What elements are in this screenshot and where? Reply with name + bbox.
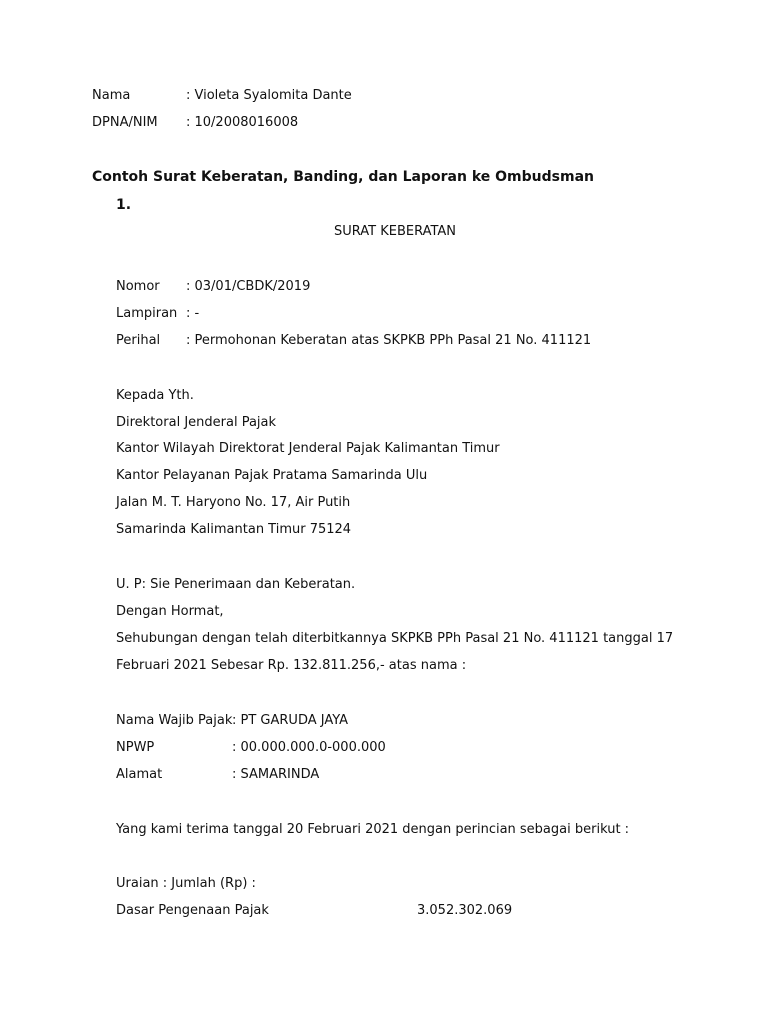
- greeting: Dengan Hormat,: [116, 604, 224, 619]
- attention-line: U. P: Sie Penerimaan dan Keberatan.: [116, 577, 356, 592]
- meta-label: Perihal: [116, 333, 161, 348]
- taxpayer-label: Nama Wajib Pajak: [116, 713, 233, 728]
- recipient-line: Kepada Yth.: [116, 388, 194, 403]
- taxpayer-label: Alamat: [116, 767, 163, 782]
- meta-label: Nomor: [116, 279, 160, 294]
- received-line: Yang kami terima tanggal 20 Februari 2021 dengan perincian sebagai berikut :: [116, 822, 630, 837]
- taxpayer-value: : PT GARUDA JAYA: [232, 713, 349, 728]
- body-line: Sehubungan dengan telah diterbitkannya SKPKB PPh Pasal 21 No. 411121 tanggal 17: [116, 631, 674, 646]
- nama-value: : Violeta Syalomita Dante: [186, 88, 352, 103]
- body-line: Februari 2021 Sebesar Rp. 132.811.256,- atas nama :: [116, 658, 467, 673]
- dasar-label: Dasar Pengenaan Pajak: [116, 903, 269, 918]
- taxpayer-value: : SAMARINDA: [232, 767, 320, 782]
- recipient-line: Jalan M. T. Haryono No. 17, Air Putih: [116, 495, 351, 510]
- meta-value: : Permohonan Keberatan atas SKPKB PPh Pasal 21 No. 411121: [186, 333, 592, 348]
- meta-label: Lampiran: [116, 306, 178, 321]
- nama-label: Nama: [92, 88, 131, 103]
- nim-value: : 10/2008016008: [186, 115, 299, 130]
- section-number: 1.: [116, 197, 132, 213]
- letter-heading: SURAT KEBERATAN: [333, 224, 457, 239]
- recipient-line: Kantor Wilayah Direktorat Jenderal Pajak Kalimantan Timur: [116, 441, 500, 456]
- taxpayer-label: NPWP: [116, 740, 155, 755]
- meta-value: : 03/01/CBDK/2019: [186, 279, 311, 294]
- uraian-header: Uraian : Jumlah (Rp) :: [116, 876, 256, 891]
- recipient-line: Kantor Pelayanan Pajak Pratama Samarinda Ulu: [116, 468, 428, 483]
- taxpayer-value: : 00.000.000.0-000.000: [232, 740, 386, 755]
- dasar-value: 3.052.302.069: [417, 903, 513, 918]
- recipient-line: Samarinda Kalimantan Timur 75124: [116, 522, 352, 537]
- document-title: Contoh Surat Keberatan, Banding, dan Laporan ke Ombudsman: [92, 169, 594, 185]
- recipient-line: Direktoral Jenderal Pajak: [116, 415, 277, 430]
- meta-value: : -: [186, 306, 200, 321]
- nim-label: DPNA/NIM: [92, 115, 158, 130]
